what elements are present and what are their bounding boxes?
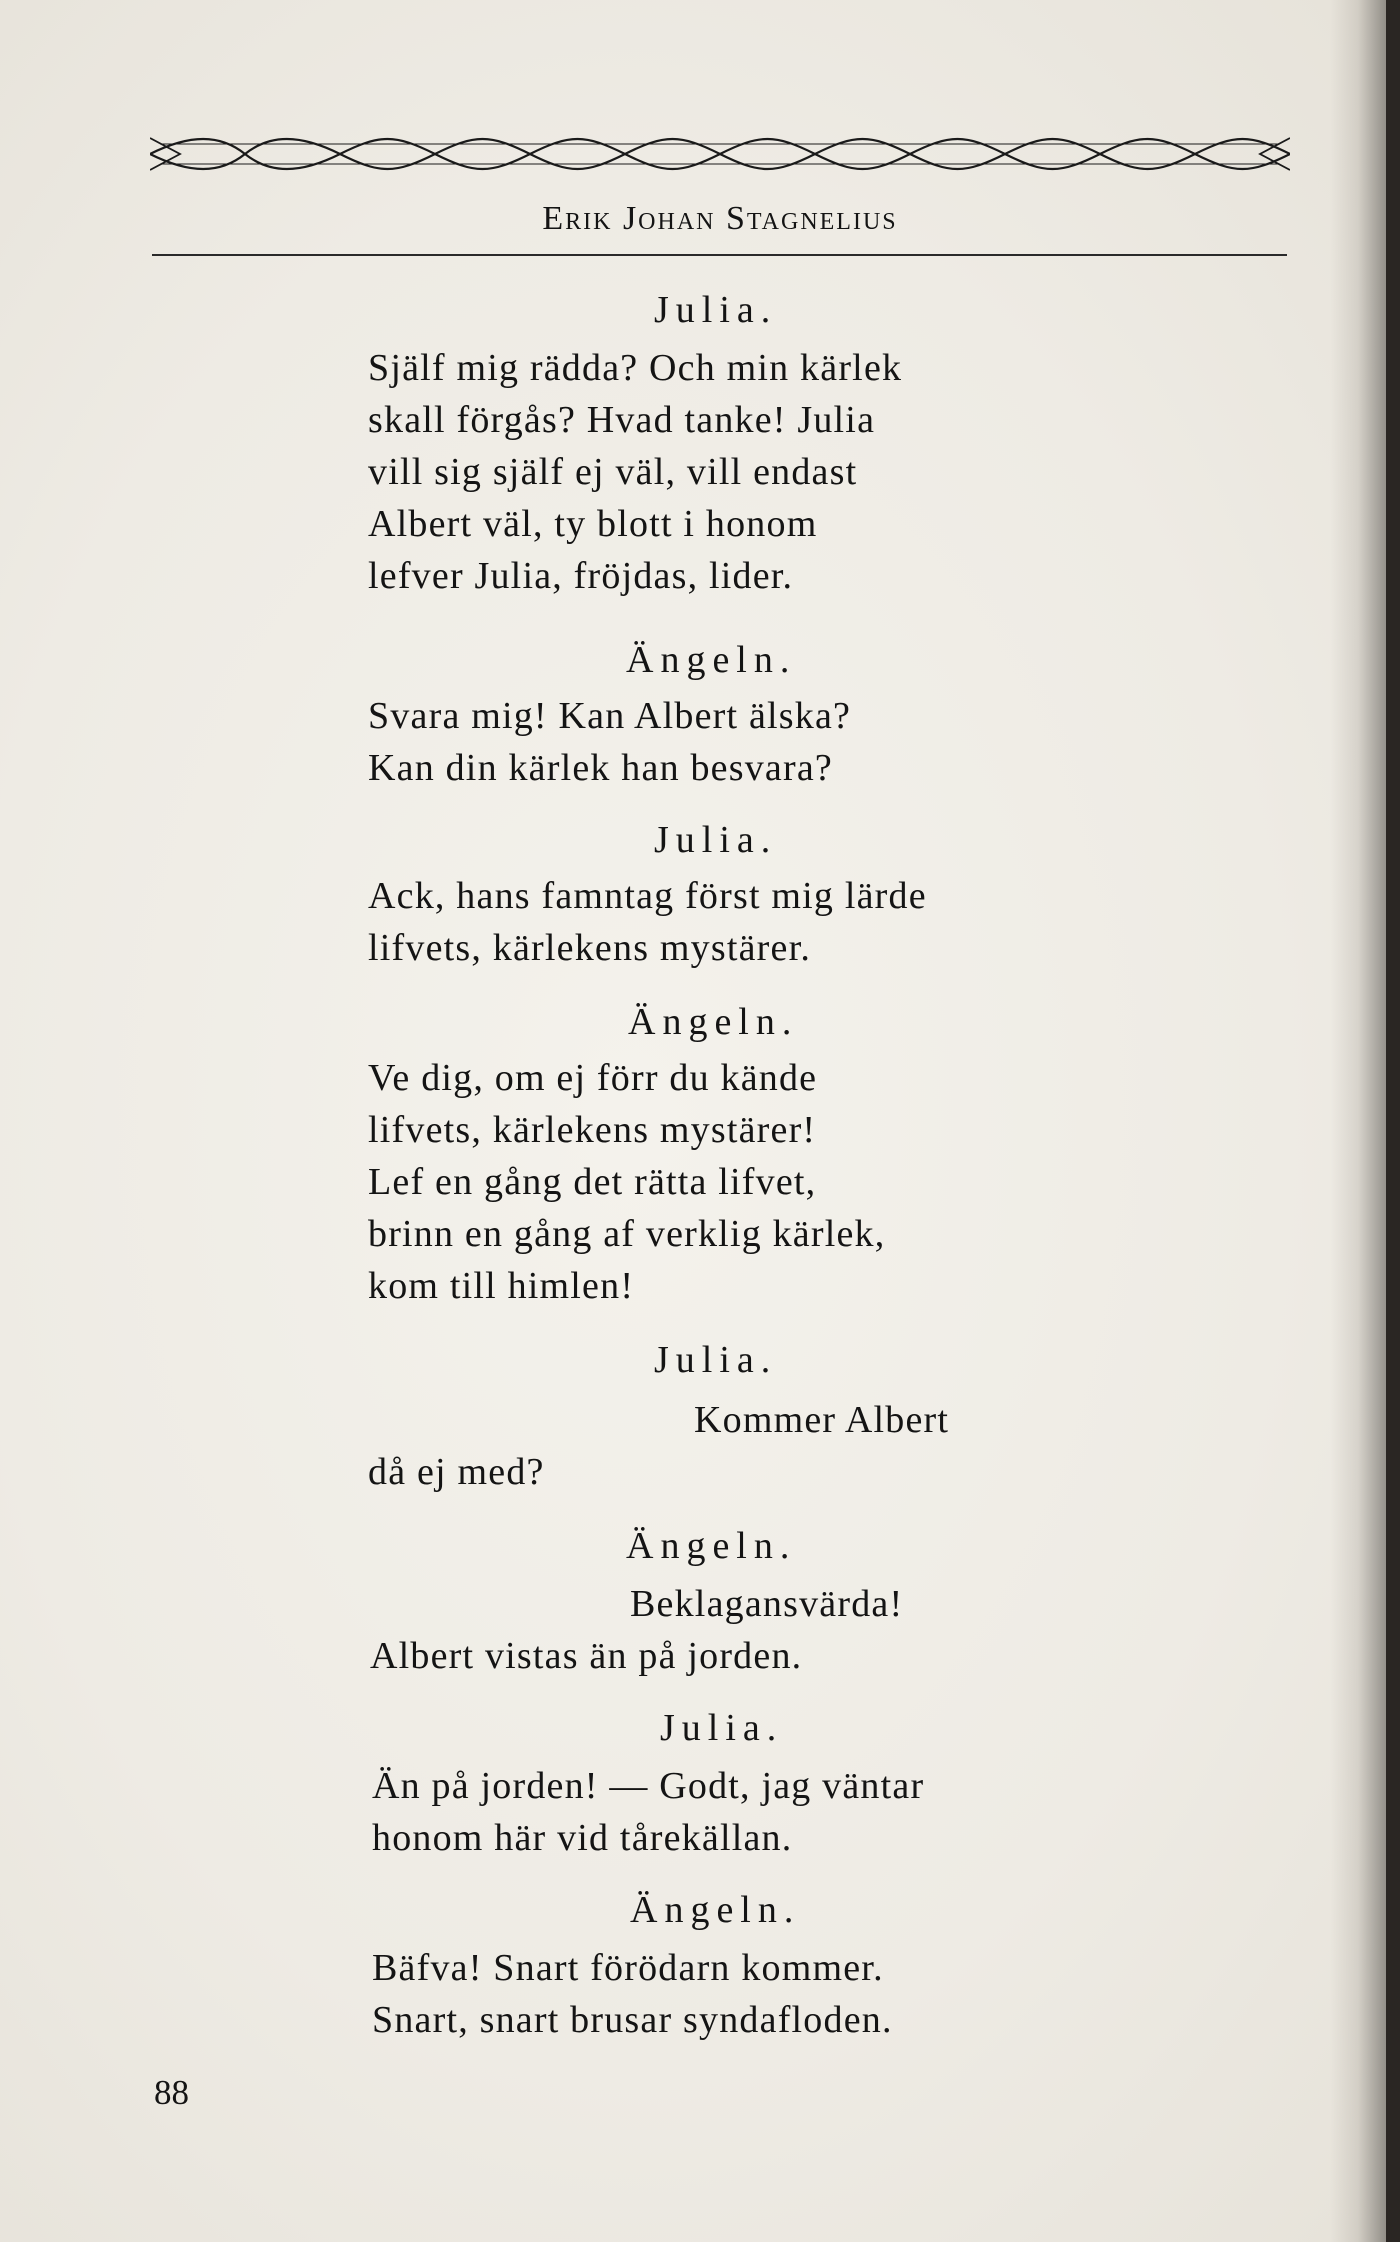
verse-line: Svara mig! Kan Albert älska? — [368, 695, 852, 737]
verse-line: Själf mig rädda? Och min kärlek — [368, 347, 903, 389]
verse-line: honom här vid tårekällan. — [372, 1817, 793, 1859]
running-header: Erik Johan Stagnelius — [542, 200, 898, 237]
speaker-label: Julia. — [660, 1707, 784, 1749]
speaker-label: Julia. — [654, 289, 778, 331]
verse-line: lefver Julia, fröjdas, lider. — [368, 555, 794, 597]
page-number: 88 — [154, 2073, 189, 2112]
verse-line: vill sig själf ej väl, vill endast — [368, 451, 858, 493]
decorative-braid-ornament — [150, 128, 1290, 180]
verse-line: Bäfva! Snart förödarn kommer. — [372, 1947, 884, 1989]
verse-line: Ack, hans famntag först mig lärde — [368, 875, 927, 917]
verse-line: Snart, snart brusar syndafloden. — [372, 1999, 893, 2041]
verse-line: Albert vistas än på jorden. — [370, 1635, 803, 1677]
verse-line: Kommer Albert — [694, 1399, 950, 1441]
speaker-label: Julia. — [654, 819, 778, 861]
speaker-label: Ängeln. — [630, 1889, 801, 1931]
verse-line: Ve dig, om ej förr du kände — [368, 1057, 818, 1099]
verse-line: brinn en gång af verklig kärlek, — [368, 1213, 886, 1255]
verse-line: lifvets, kärlekens mystärer! — [368, 1109, 817, 1151]
header-rule — [152, 254, 1287, 256]
speaker-label: Ängeln. — [628, 1001, 799, 1043]
verse-line: då ej med? — [368, 1451, 545, 1493]
verse-line: Beklagansvärda! — [630, 1583, 904, 1625]
speaker-label: Ängeln. — [626, 1525, 797, 1567]
verse-line: Albert väl, ty blott i honom — [368, 503, 818, 545]
binding-edge — [1386, 0, 1400, 2242]
verse-line: lifvets, kärlekens mystärer. — [368, 927, 812, 969]
verse-line: Lef en gång det rätta lifvet, — [368, 1161, 817, 1203]
verse-line: Kan din kärlek han besvara? — [368, 747, 833, 789]
speaker-label: Julia. — [654, 1339, 778, 1381]
speaker-label: Ängeln. — [626, 639, 797, 681]
verse-line: Än på jorden! — Godt, jag väntar — [372, 1765, 925, 1807]
verse-line: skall förgås? Hvad tanke! Julia — [368, 399, 876, 441]
verse-line: kom till himlen! — [368, 1265, 635, 1307]
